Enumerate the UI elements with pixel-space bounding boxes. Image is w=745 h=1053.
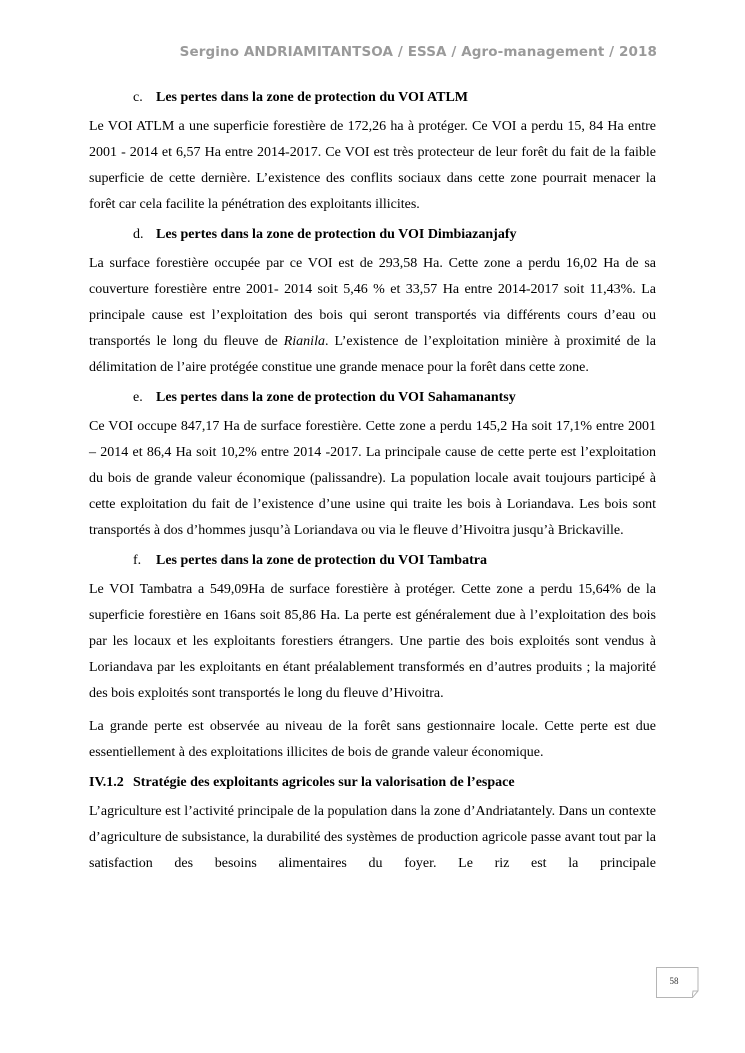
- section-heading: [89, 773, 656, 793]
- paragraph-text: La surface forestière occupée par ce VOI est de 293,58 Ha. Cette zone a perdu 16,02 Ha de sa couverture forestière entre 2001- 2014 soit 5,46 % et 33,57 Ha entre 2014-2017 soit 11,43%. La principale cause est l’exploitation des bois qui seront transportés via différents cours d’eau ou transportés le long du fleuve de: [89, 256, 656, 349]
- list-marker: d.: [133, 227, 144, 242]
- page-content: [89, 88, 656, 884]
- page-number: 58: [669, 976, 679, 986]
- paragraph-text: . L’existence de l’exploitation minière à proximité de la délimitation de l’aire protégée constitue une grande menace pour la forêt dans cette zone.: [89, 334, 656, 375]
- river-name-italic: Rianila: [283, 334, 325, 349]
- section-number: IV.1.2: [89, 775, 124, 790]
- subheading-title: Les pertes dans la zone de protection du VOI Dimbiazanjafy: [156, 227, 517, 242]
- subheading-title: Les pertes dans la zone de protection du VOI Sahamanantsy: [156, 390, 516, 405]
- paragraph-voi-tambatra: Le VOI Tambatra a 549,09Ha de surface forestière à protéger. Cette zone a perdu 15,64% de la superficie forestière en 16ans soit 85,86 Ha. La perte est généralement due à l’exploitation des bois par les locaux et les exploitants forestiers étrangers. Une partie des bois exploités sont vendus à Loriandava par les exploitants en étant préalablement transformés en d’autres produits ; la majorité des bois exploités sont transportés le long du fleuve d’Hivoitra.: [89, 582, 656, 701]
- subheading-title: Les pertes dans la zone de protection du VOI ATLM: [156, 90, 469, 105]
- section-title: Stratégie des exploitants agricoles sur la valorisation de l’espace: [133, 775, 515, 790]
- list-marker: e.: [133, 390, 143, 405]
- subheading-d: [89, 225, 656, 245]
- subheading-c: [89, 88, 656, 108]
- page-corner-fold-icon: [692, 967, 704, 998]
- running-header: Sergino ANDRIAMITANTSOA / ESSA / Agro-management / 2018: [179, 44, 657, 60]
- page-number-box: [656, 967, 693, 998]
- paragraph-voi-sahamanantsy: Ce VOI occupe 847,17 Ha de surface forestière. Cette zone a perdu 145,2 Ha soit 17,1% entre 2001 – 2014 et 86,4 Ha soit 10,2% entre 2014 -2017. La principale cause de cette perte est l’exploitation du bois de grande valeur économique (palissandre). La population locale avait toujours participé à cette exploitation du fait de l’existence d’une usine qui traite les bois à Loriandava. Les bois sont transportés à dos d’hommes jusqu’à Loriandava ou via le fleuve d’Hivoitra jusqu’à Brickaville.: [89, 419, 656, 538]
- paragraph-agriculture: L’agriculture est l’activité principale de la population dans la zone d’Andriatantely. Dans un contexte d’agriculture de subsistance, la durabilité des systèmes de production agricole passe avant tout par la satisfaction des besoins alimentaires du foyer. Le riz est la principale: [89, 804, 656, 871]
- subheading-f: [89, 551, 656, 571]
- paragraph-voi-atlm: Le VOI ATLM a une superficie forestière de 172,26 ha à protéger. Ce VOI a perdu 15, 84 Ha entre 2001 - 2014 et 6,57 Ha entre 2014-2017. Ce VOI est très protecteur de leur forêt du fait de la faible superficie de cette dernière. L’existence des conflits sociaux dans cette zone pourrait menacer la forêt car cela facilite la pénétration des exploitants illicites.: [89, 119, 656, 212]
- paragraph-voi-dimbiazanjafy: [89, 251, 656, 381]
- list-marker: f.: [133, 553, 142, 568]
- paragraph-grande-perte: La grande perte est observée au niveau de la forêt sans gestionnaire locale. Cette perte est due essentiellement à des exploitations illicites de bois de grande valeur économique.: [89, 719, 656, 760]
- subheading-title: Les pertes dans la zone de protection du VOI Tambatra: [156, 553, 487, 568]
- subheading-e: [89, 388, 656, 408]
- list-marker: c.: [133, 90, 143, 105]
